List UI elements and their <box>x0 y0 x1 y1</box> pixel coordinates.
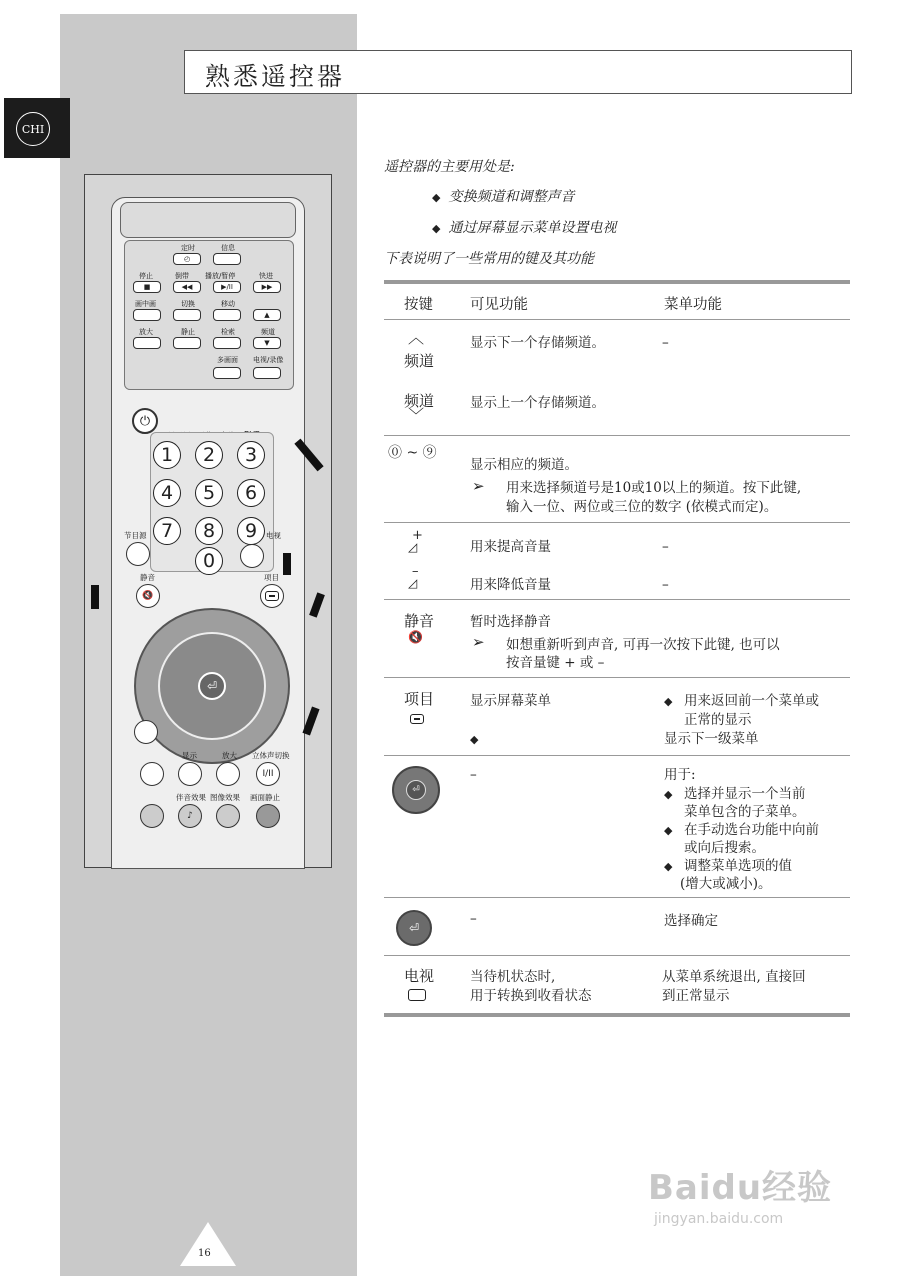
table-rule <box>384 677 850 678</box>
pointer-arrow <box>302 706 319 735</box>
volume-down-icon: ◿ <box>408 576 418 590</box>
digit-2-button: 2 <box>195 441 223 469</box>
table-top-rule <box>384 280 850 284</box>
label-freeze: 画面静止 <box>250 793 280 802</box>
watermark-url: jingyan.baidu.com <box>654 1211 784 1227</box>
pointer-arrow <box>91 585 99 609</box>
table-rule <box>384 599 850 600</box>
label-move: 移动 <box>221 300 235 308</box>
play-pause-button: ▶/II <box>213 281 241 293</box>
nav-visible: – <box>470 767 477 783</box>
key-menu: 项目 <box>404 690 435 708</box>
stereo-button: I/II <box>256 762 280 786</box>
note-arrow-icon: ➢ <box>472 477 485 495</box>
header-key: 按键 <box>404 297 433 313</box>
diamond-bullet-icon: ◆ <box>664 695 673 708</box>
tv-menu-2: 到正常显示 <box>662 988 730 1004</box>
power-button: ⏻ <box>132 408 158 434</box>
navigation-ring <box>134 608 290 764</box>
diamond-bullet-icon: ◆ <box>470 733 479 746</box>
label-zoom: 放大 <box>139 328 153 336</box>
digits-note-1: 用来选择频道号是10或10以上的频道。按下此键, <box>506 480 802 496</box>
key-channel-up: 频道 <box>404 352 435 370</box>
label-rewind: 倒带 <box>175 272 189 280</box>
ch-down-visible: 显示上一个存储频道。 <box>470 395 605 411</box>
picture-effect-button <box>216 804 240 828</box>
intro-line-1: 遥控器的主要用处是: <box>384 159 515 175</box>
label-bottom-zoom: 放大 <box>222 751 237 760</box>
nav-menu-2: 选择并显示一个当前 <box>684 786 806 802</box>
language-tab <box>4 98 70 158</box>
intro-bullet-2: ◆ 通过屏幕显示菜单设置电视 <box>384 213 616 244</box>
pip-button <box>133 309 161 321</box>
label-mute: 静音 <box>140 573 155 582</box>
navigation-inner-ring <box>158 632 266 740</box>
info-button <box>213 253 241 265</box>
remote-hidden-panel <box>124 240 294 390</box>
digit-7-button: 7 <box>153 517 181 545</box>
chevron-up-icon: ︿ <box>408 328 425 347</box>
nav-menu-5: 或向后搜索。 <box>684 840 765 856</box>
zoom-button-2 <box>216 762 240 786</box>
enter-icon: ⏎ <box>396 910 432 946</box>
timer-button: ◴ <box>173 253 201 265</box>
key-digits: ⓪ ~ ⑨ <box>388 445 437 461</box>
menu-icon <box>410 714 424 724</box>
label-picture-effect: 图像效果 <box>210 793 240 802</box>
scan-button <box>213 337 241 349</box>
tv-visible-2: 用于转换到收看状态 <box>470 988 592 1004</box>
pointer-arrow <box>283 553 291 575</box>
header-menu: 菜单功能 <box>664 297 722 313</box>
move-button <box>213 309 241 321</box>
label-still: 静止 <box>181 328 195 336</box>
title-box <box>184 50 852 94</box>
digit-3-button: 3 <box>237 441 265 469</box>
stop-button: ■ <box>133 281 161 293</box>
menu-menu-1: 用来返回前一个菜单或 <box>684 693 819 709</box>
tv-icon <box>408 989 426 1001</box>
label-tv: 电视 <box>266 531 281 540</box>
tv-button <box>240 544 264 568</box>
tv-video-button <box>253 367 281 379</box>
remote-illustration-frame <box>84 174 332 868</box>
tv-menu-1: 从菜单系统退出, 直接回 <box>662 969 806 985</box>
remote-control <box>111 197 305 869</box>
vol-up-visible: 用来提高音量 <box>470 539 551 555</box>
diamond-bullet-icon: ◆ <box>432 191 441 204</box>
label-menu: 项目 <box>264 573 279 582</box>
multi-screen-button <box>213 367 241 379</box>
vol-up-menu: – <box>662 539 669 555</box>
ch-up-menu: – <box>662 335 669 351</box>
digit-5-button: 5 <box>195 479 223 507</box>
table-rule <box>384 955 850 956</box>
diamond-bullet-icon: ◆ <box>432 222 441 235</box>
pointer-arrow <box>309 592 325 617</box>
navigation-pad-icon: ⏎ <box>392 766 440 814</box>
key-volume-up: + <box>412 528 423 543</box>
still-button <box>173 337 201 349</box>
digit-0-button: 0 <box>195 547 223 575</box>
mute-note-1: 如想重新听到声音, 可再一次按下此键, 也可以 <box>506 637 780 653</box>
chevron-down-icon: ﹀ <box>408 406 425 425</box>
diamond-bullet-icon: ◆ <box>664 824 673 837</box>
source-button <box>126 542 150 566</box>
pip-channel-down-button: ▼ <box>253 337 281 349</box>
label-stop: 停止 <box>139 272 153 280</box>
label-info: 信息 <box>221 244 235 252</box>
mute-button: 🔇 <box>136 584 160 608</box>
vol-down-menu: – <box>662 577 669 593</box>
digits-note-2: 输入一位、两位或三位的数字 (依模式而定)。 <box>506 499 778 515</box>
label-pip: 画中画 <box>135 300 156 308</box>
label-ffwd: 快进 <box>259 272 273 280</box>
digit-1-button: 1 <box>153 441 181 469</box>
watermark-logo: Baidu经验 <box>648 1168 833 1208</box>
table-rule <box>384 319 850 320</box>
digit-4-button: 4 <box>153 479 181 507</box>
vol-down-visible: 用来降低音量 <box>470 577 551 593</box>
label-sound-effect: 伴音效果 <box>176 793 206 802</box>
watermark <box>648 1160 832 1227</box>
note-arrow-icon: ➢ <box>472 633 485 651</box>
menu-icon <box>265 591 279 601</box>
table-rule <box>384 897 850 898</box>
table-bottom-rule <box>384 1013 850 1017</box>
label-stereo: 立体声切换 <box>252 751 290 760</box>
nav-menu-7: (增大或减小)。 <box>680 876 772 892</box>
header-visible: 可见功能 <box>470 297 528 313</box>
key-volume-down: – <box>412 564 419 579</box>
label-source: 节目源 <box>124 531 147 540</box>
blank-button <box>140 762 164 786</box>
digit-6-button: 6 <box>237 479 265 507</box>
page-number-tab <box>180 1222 236 1266</box>
fast-forward-button: ▶▶ <box>253 281 281 293</box>
enter-visible: – <box>470 911 477 927</box>
volume-up-icon: ◿ <box>408 540 418 554</box>
table-rule <box>384 435 850 436</box>
rewind-button: ◀◀ <box>173 281 201 293</box>
nav-menu-6: 调整菜单选项的值 <box>684 858 792 874</box>
label-timer: 定时 <box>181 244 195 252</box>
label-tv-video: 电视/录像 <box>253 356 284 364</box>
enter-button: ⏎ <box>198 672 226 700</box>
key-channel-down: 频道 <box>404 392 435 410</box>
intro-text <box>384 152 616 274</box>
display-button <box>178 762 202 786</box>
language-badge: CHI <box>16 112 50 146</box>
menu-menu-3: 显示下一级菜单 <box>664 731 759 747</box>
diamond-bullet-icon: ◆ <box>664 860 673 873</box>
label-bottom-display: 显示 <box>182 751 197 760</box>
digit-8-button: 8 <box>195 517 223 545</box>
label-channel: 频道 <box>261 328 275 336</box>
menu-visible: 显示屏幕菜单 <box>470 693 551 709</box>
freeze-button <box>256 804 280 828</box>
intro-bullet-1: ◆ 变换频道和调整声音 <box>384 182 616 213</box>
table-rule <box>384 755 850 756</box>
page-number: 16 <box>198 1248 211 1259</box>
enter-menu: 选择确定 <box>664 913 718 929</box>
return-button <box>134 720 158 744</box>
menu-menu-2: 正常的显示 <box>684 712 752 728</box>
blank-button-2 <box>140 804 164 828</box>
zoom-button <box>133 337 161 349</box>
label-scan: 检索 <box>221 328 235 336</box>
digits-visible: 显示相应的频道。 <box>470 457 578 473</box>
diamond-bullet-icon: ◆ <box>664 788 673 801</box>
nav-menu-1: 用于: <box>664 767 696 783</box>
intro-line-2: 下表说明了一些常用的键及其功能 <box>384 251 594 267</box>
key-tv: 电视 <box>404 967 435 985</box>
remote-flap <box>120 202 296 238</box>
ch-up-visible: 显示下一个存储频道。 <box>470 335 605 351</box>
nav-menu-4: 在手动选台功能中向前 <box>684 822 819 838</box>
table-rule <box>384 522 850 523</box>
mute-visible: 暂时选择静音 <box>470 614 551 630</box>
nav-menu-3: 菜单包含的子菜单。 <box>684 804 806 820</box>
label-swap: 切换 <box>181 300 195 308</box>
pip-channel-up-button: ▲ <box>253 309 281 321</box>
mute-note-2: 按音量键 + 或 – <box>506 655 605 671</box>
mute-icon: 🔇 <box>408 630 423 644</box>
sound-effect-button: ♪ <box>178 804 202 828</box>
swap-button <box>173 309 201 321</box>
key-mute: 静音 <box>404 612 435 630</box>
page-title: 熟悉遥控器 <box>205 62 346 91</box>
menu-button <box>260 584 284 608</box>
label-play: 播放/暂停 <box>205 272 236 280</box>
tv-visible-1: 当待机状态时, <box>470 969 556 985</box>
label-multi-screen: 多画面 <box>217 356 238 364</box>
digit-9-button: 9 <box>237 517 265 545</box>
